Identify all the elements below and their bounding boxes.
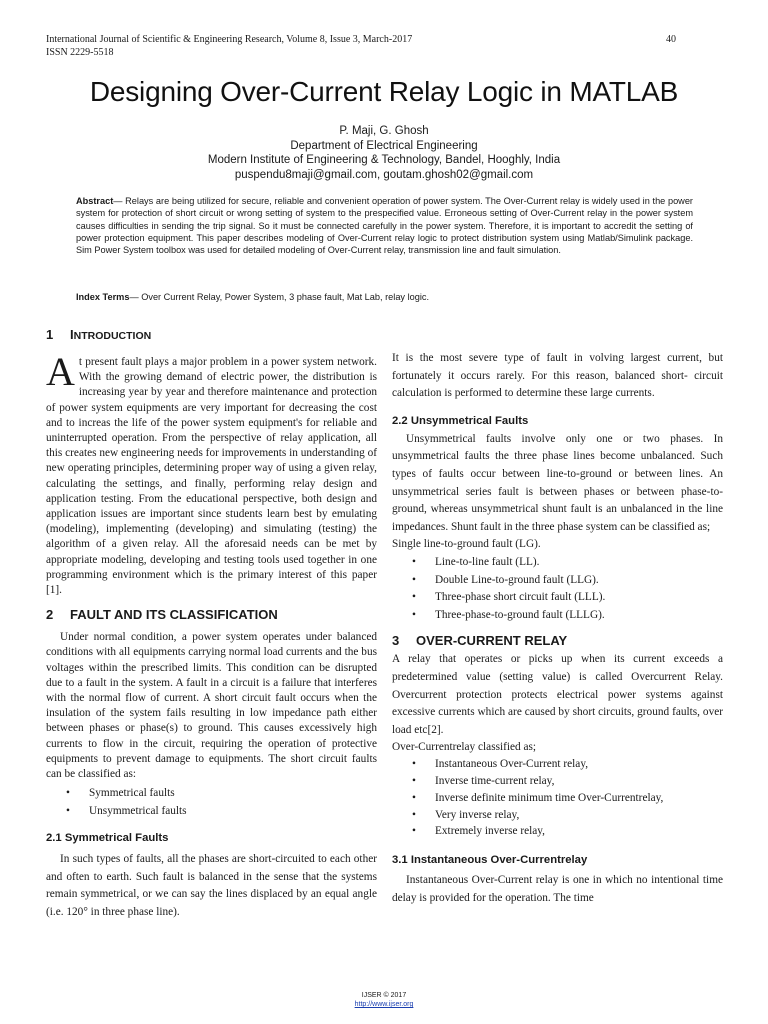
- author-names: P. Maji, G. Ghosh: [339, 125, 429, 137]
- list-item: • Three-phase short circuit fault (LLL).: [392, 589, 723, 607]
- section-fault-heading: [46, 606, 377, 624]
- issn: ISSN 2229-5518: [46, 47, 114, 58]
- author-institute: Modern Institute of Engineering & Technology, Bandel, Hooghly, India: [207, 154, 561, 166]
- unsymmetrical-paragraph: Unsymmetrical faults involve only one or two phases. In unsymmetrical faults the three phase lines become unbalanced. Such types of faults occur between line-to-ground or between lines. An unsymmetrical series fault is between phases or between phase-to-ground, whereas unsymmetrical shunt fault is an unbalanced in the line impedances. Shunt fault in the three phase system can be classified as;: [392, 432, 723, 533]
- section-number: 2: [46, 607, 54, 623]
- instantaneous-paragraph: Instantaneous Over-Current relay is one in which no intentional time delay is provided for the operation. The time: [392, 874, 723, 904]
- section-introduction-heading: [46, 326, 377, 345]
- subsection-instantaneous-heading: 3.1 Instantaneous Over-Currentrelay: [392, 854, 588, 867]
- relay-type-list: [392, 756, 723, 840]
- abstract-dash: —: [113, 196, 126, 206]
- journal-name: International Journal of Scientific & Engineering Research, Volume 8, Issue 3, March-2017: [46, 34, 413, 45]
- index-terms-label: Index Terms: [76, 292, 130, 302]
- subsection-unsymmetrical-heading: 2.2 Unsymmetrical Faults: [392, 414, 529, 427]
- section-title-rest: NTRODUCTION: [73, 330, 152, 342]
- list-item: • Extremely inverse relay,: [392, 823, 723, 840]
- list-item: • Double Line-to-ground fault (LLG).: [392, 572, 723, 590]
- list-item: • Symmetrical faults: [46, 784, 377, 802]
- continued-paragraph: It is the most severe type of fault in volving largest current, but fortunately it occurs rarely. For this reason, balanced short- circuit calculation is performed to determine these large currents.: [392, 352, 723, 400]
- section-overcurrent-heading: [392, 632, 723, 650]
- section-number: 3: [392, 633, 400, 649]
- list-item: • Line-to-line fault (LL).: [392, 554, 723, 572]
- unsymmetrical-fault-list: [392, 554, 723, 624]
- section-number: 1: [46, 327, 54, 342]
- journal-header: [46, 33, 676, 59]
- abstract: [76, 195, 693, 256]
- section-title: OVER-CURRENT RELAY: [416, 633, 568, 649]
- section-title: FAULT AND ITS CLASSIFICATION: [70, 607, 278, 623]
- list-item: • Unsymmetrical faults: [46, 802, 377, 820]
- intro-paragraph: [46, 349, 377, 598]
- list-item: • Instantaneous Over-Current relay,: [392, 756, 723, 773]
- classified-line: Over-Currentrelay classified as;: [392, 741, 537, 754]
- right-column: [392, 350, 723, 907]
- page-footer: [0, 991, 768, 1009]
- index-terms: [76, 291, 693, 303]
- overcurrent-paragraph: A relay that operates or picks up when its current exceeds a predetermined value (setting value) is called Overcurrent Relay. Overcurrent protection protects electrical power systems against excessive currents which are caused by short circuits, ground faults, over load etc[2].: [392, 653, 723, 736]
- index-terms-text: Over Current Relay, Power System, 3 phase fault, Mat Lab, relay logic.: [141, 292, 430, 302]
- index-terms-dash: —: [129, 292, 142, 302]
- page-number: 40: [666, 34, 676, 45]
- fault-type-list: [46, 784, 377, 820]
- list-item: • Very inverse relay,: [392, 807, 723, 824]
- subsection-symmetrical-heading: 2.1 Symmetrical Faults: [46, 832, 169, 845]
- fault-paragraph: Under normal condition, a power system operates under balanced conditions with all equipments carrying normal load currents and the bus voltages within the prescribed limits. This condition can be disrupted due to a fault in the system. A fault in a circuit is a failure that interferes with the normal flow of current. A short circuit fault occurs when the insulation of the system fails resulting in low impedance path either between phases or phase(s) to ground. This causes excessively high currents to flow in the circuit, requiring the operation of protective equipments to prevent damage to equipments. The short circuit faults can be classified as:: [46, 631, 377, 781]
- abstract-text: Relays are being utilized for secure, reliable and convenient operation of power system. The Over-Current relay is widely used in the power system for protection of short circuit or wrong setting of system to the prespecified value. Erroneous setting of Over-Current relay in the power system causes difficulties in sending the trip signal. So it must be connected carefully in the power system. Therefore, it is important to accredit the setting of power protection equipment. This paper describes modeling of Over-Current relay logic to protect distribution system using Matlab/Simulink package. Sim Power System toolbox was used for detailed modeling of Over-Current relay, transmission line and fault simulation.: [76, 196, 693, 256]
- left-column: [46, 326, 377, 922]
- author-block: [0, 124, 768, 182]
- author-department: Department of Electrical Engineering: [290, 139, 478, 152]
- section-initial: I: [70, 327, 74, 342]
- list-item: • Inverse definite minimum time Over-Currentrelay,: [392, 790, 723, 807]
- symmetrical-paragraph: In such types of faults, all the phases are short-circuited to each other and often to earth. Such fault is balanced in the sense that the systems remain symmetrical, or we can say the lines displaced by an equal angle (i.e. 120° in three phase line).: [46, 853, 377, 919]
- single-line-fault: Single line-to-ground fault (LG).: [392, 538, 541, 551]
- list-item: • Inverse time-current relay,: [392, 773, 723, 790]
- footer-url-link[interactable]: http://www.ijser.org: [354, 1001, 414, 1008]
- abstract-label: Abstract: [76, 196, 114, 206]
- paper-title: Designing Over-Current Relay Logic in MATLAB: [89, 76, 679, 107]
- list-item: • Three-phase-to-ground fault (LLLG).: [392, 607, 723, 625]
- drop-cap: A: [46, 349, 75, 394]
- footer-copyright: IJSER © 2017: [361, 992, 407, 999]
- author-emails: puspendu8maji@gmail.com, goutam.ghosh02@gmail.com: [234, 168, 534, 181]
- intro-text: t present fault plays a major problem in a power system network. With the growing demand of electric power, the distribution is increasing year by year and therefore maintenance and protection of power system equipments are very important for decreasing the cost and to increas the life of the power system equipment's for reliable and uninterrupted operation. From the perspective of relay application, all this creates new engineering needs for improvements in understanding of new operating principles, determining proper way of using a given relay, calculating the settings, and finally, performing relay design and application testing. From the educational perspective, both design and application issues are important since students learn best by emulating (modeling), implementing (developing) and simulating (testing) the algorithm of a given relay. All the aforesaid needs can be met by appropriate modeling, developing and testing tools used together in one programming environment which is the primary interest of this paper [1].: [46, 356, 377, 597]
